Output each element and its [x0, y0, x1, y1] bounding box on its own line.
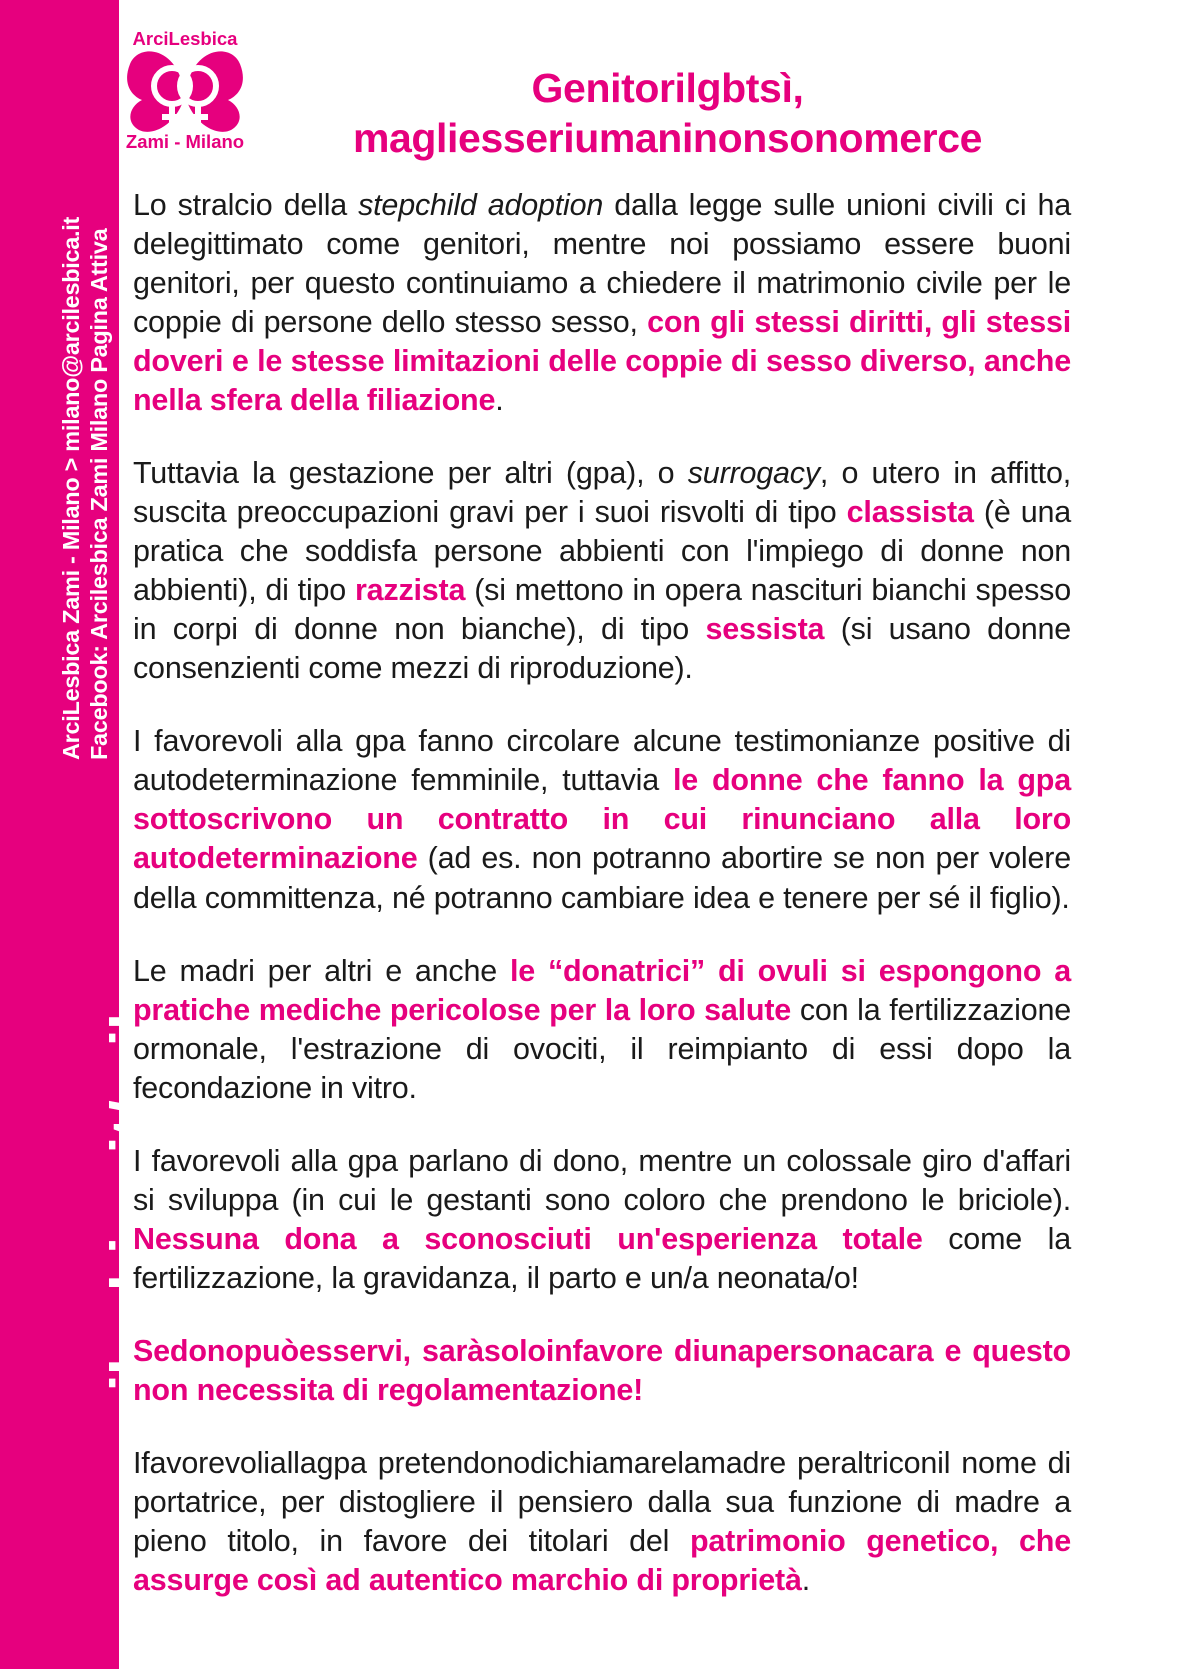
body-text: Tuttavia la gestazione per altri (gpa), o: [133, 456, 688, 491]
body-text: .: [801, 1562, 811, 1597]
paragraph-p4: [133, 952, 1071, 1108]
logo-top-text: ArciLesbica: [132, 28, 238, 49]
body-text: (si usano donne consenzienti come mezzi di riproduzione).: [133, 612, 1071, 686]
arcilesbica-logo: [120, 24, 250, 152]
italic-text: surrogacy: [687, 456, 820, 491]
body-text: (ad es. non potranno abortire se non per volere della committenza, né potranno cambiare idea e tenere per sé il figlio).: [133, 841, 1071, 915]
sidebar-contact-block: [0, 0, 119, 800]
body-text: dalla legge sulle unioni civili ci ha delegittimato come genitori, mentre noi possiamo essere buoni genitori, per questo continuiamo a chiedere il matrimonio civile per le coppie di persone dello stesso sesso,: [133, 188, 1071, 340]
butterfly-double-venus-icon: [120, 24, 250, 152]
sidebar-contact-line-1: ArciLesbica Zami - Milano > milano@arcilesbica.it: [58, 216, 84, 760]
page-title-line-2: magliesseriumaninonsonomerce: [352, 115, 983, 162]
emphasis-text: le “donatrici” di ovuli si espongono a pratiche mediche pericolose per la loro salute: [133, 953, 1071, 1027]
paragraph-p7: [133, 1444, 1071, 1600]
emphasis-text: con gli stessi diritti, gli stessi doveri e le stesse limitazioni delle coppie di sesso diverso, anche nella sfera della filiazione: [133, 305, 1071, 418]
logo-bottom-text: Zami - Milano: [125, 131, 245, 152]
body-text: Lo stralcio della: [133, 188, 359, 222]
emphasis-text: Nessuna dona a sconosciuti un'esperienza totale: [133, 1221, 923, 1256]
article-body: [133, 186, 1071, 1600]
body-text: , o utero in affitto, suscita preoccupazioni gravi per i suoi risvolti di tipo: [133, 456, 1071, 530]
emphasis-text: Sedonopuòesservi, saràsoloinfavore diunapersonacara e questo non necessita di regolamentazione!: [133, 1333, 1071, 1407]
body-text: I favorevoli alla gpa fanno circolare alcune testimonianze positive di autodeterminazione femminile, tuttavia: [133, 724, 1071, 798]
page-title-line-1: Genitorilgbtsì,: [531, 65, 804, 112]
emphasis-text: classista: [846, 495, 974, 530]
body-text: come la fertilizzazione, la gravidanza, il parto e un/a neonata/o!: [133, 1221, 1071, 1295]
italic-text: stepchild adoption: [358, 188, 604, 222]
emphasis-text: sessista: [705, 612, 825, 647]
sidebar-contact-line-2: Facebook: Arcilesbica Zami Milano Pagina Attiva: [86, 228, 112, 760]
paragraph-p6: [133, 1332, 1071, 1410]
emphasis-text: patrimonio genetico, che assurge così ad autentico marchio di proprietà: [133, 1523, 1071, 1597]
emphasis-text: razzista: [354, 573, 466, 608]
sidebar-website-url[interactable]: www.arcilesbica.it/milano: [99, 905, 169, 1640]
paragraph-p3: [133, 722, 1071, 917]
body-text: Ifavorevoliallagpa pretendonodichiamarelamadre peraltriconil nome di portatrice, per distogliere il pensiero dalla sua funzione di madre a pieno titolo, in favore dei titolari del: [133, 1445, 1071, 1558]
paragraph-p2: [133, 454, 1071, 688]
paragraph-p1: [133, 186, 1071, 420]
body-text: con la fertilizzazione ormonale, l'estrazione di ovociti, il reimpianto di essi dopo la fecondazione in vitro.: [133, 992, 1071, 1105]
left-sidebar: [0, 0, 169, 1669]
paragraph-p5: [133, 1142, 1071, 1298]
body-text: .: [495, 383, 504, 418]
emphasis-text: le donne che fanno la gpa sottoscrivono un contratto in cui rinunciano alla loro autodeterminazione: [133, 763, 1071, 876]
page-title: [250, 63, 1085, 163]
body-text: I favorevoli alla gpa parlano di dono, mentre un colossale giro d'affari si sviluppa (in cui le gestanti sono coloro che prendono le briciole).: [133, 1143, 1071, 1217]
body-text: (è una pratica che soddisfa persone abbienti con l'impiego di donne non abbienti), di tipo: [133, 495, 1071, 608]
body-text: Le madri per altri e anche: [133, 953, 510, 988]
body-text: (si mettono in opera nascituri bianchi spesso in corpi di donne non bianche), di tipo: [133, 573, 1071, 647]
butterfly-wings: [127, 51, 243, 132]
